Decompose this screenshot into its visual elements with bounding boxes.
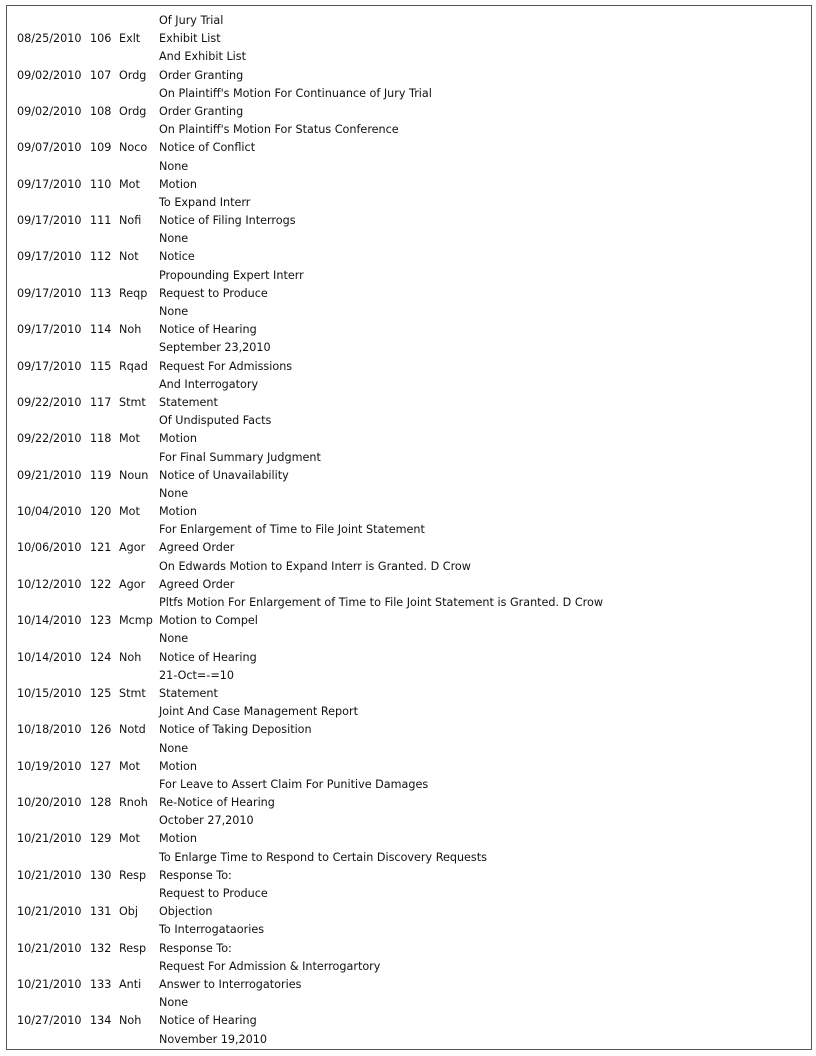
entry-number: 122	[90, 577, 112, 591]
entry-code: Resp	[119, 941, 147, 955]
entry-number: 115	[90, 359, 112, 373]
entry-date: 09/22/2010	[17, 395, 82, 409]
entry-number: 117	[90, 395, 112, 409]
entry-detail: Request For Admission & Interrogartory	[159, 959, 381, 973]
entry-date: 10/14/2010	[17, 650, 82, 664]
docket-entry-detail-row	[7, 521, 811, 539]
entry-date: 09/17/2010	[17, 323, 82, 337]
entry-date: 10/04/2010	[17, 505, 82, 519]
docket-entry-row	[7, 176, 811, 194]
entry-detail: On Plaintiff's Motion For Continuance of Jury Trial	[159, 86, 432, 100]
entry-number: 109	[90, 141, 112, 155]
docket-entry-detail-row	[7, 121, 811, 139]
entry-code: Not	[119, 250, 139, 264]
entry-number: 118	[90, 432, 112, 446]
docket-entry-detail-row	[7, 885, 811, 903]
entry-code: Mot	[119, 177, 140, 191]
docket-entry-row	[7, 503, 811, 521]
entry-number: 124	[90, 650, 112, 664]
entry-number: 121	[90, 541, 112, 555]
entry-title: Answer to Interrogatories	[159, 977, 302, 991]
docket-entry-row	[7, 321, 811, 339]
entry-date: 10/21/2010	[17, 977, 82, 991]
entry-title: Agreed Order	[159, 541, 235, 555]
entry-title: Re-Notice of Hearing	[159, 796, 275, 810]
docket-entry-row	[7, 67, 811, 85]
entry-title: Agreed Order	[159, 577, 235, 591]
docket-entry-detail-row	[7, 449, 811, 467]
docket-list	[7, 12, 811, 1049]
entry-detail: Of Undisputed Facts	[159, 414, 272, 428]
entry-code: Obj	[119, 905, 139, 919]
entry-detail: None	[159, 996, 189, 1010]
entry-title: Motion	[159, 759, 197, 773]
entry-title: Exhibit List	[159, 32, 221, 46]
entry-detail: And Exhibit List	[159, 50, 246, 64]
entry-date: 08/25/2010	[17, 32, 82, 46]
entry-detail: Joint And Case Management Report	[159, 705, 358, 719]
entry-code: Agor	[119, 541, 146, 555]
entry-date: 10/21/2010	[17, 941, 82, 955]
entry-code: Mot	[119, 759, 140, 773]
docket-entry-detail-row	[7, 740, 811, 758]
entry-date: 09/07/2010	[17, 141, 82, 155]
entry-date: 09/17/2010	[17, 214, 82, 228]
entry-number: 129	[90, 832, 112, 846]
entry-code: Ordg	[119, 68, 147, 82]
entry-code: Reqp	[119, 286, 148, 300]
entry-code: Noh	[119, 650, 142, 664]
entry-detail: 21-Oct=-=10	[159, 668, 234, 682]
entry-title: Notice of Taking Deposition	[159, 723, 312, 737]
entry-number: 112	[90, 250, 112, 264]
docket-entry-row	[7, 758, 811, 776]
entry-date: 10/18/2010	[17, 723, 82, 737]
docket-entry-row	[7, 103, 811, 121]
docket-entry-row	[7, 685, 811, 703]
entry-date: 10/15/2010	[17, 686, 82, 700]
entry-detail: None	[159, 632, 189, 646]
entry-date: 09/17/2010	[17, 177, 82, 191]
entry-date: 10/20/2010	[17, 796, 82, 810]
docket-entry-row	[7, 794, 811, 812]
entry-title: Notice of Hearing	[159, 650, 257, 664]
docket-entry-row	[7, 212, 811, 230]
entry-title: Request For Admissions	[159, 359, 293, 373]
entry-detail: None	[159, 305, 189, 318]
entry-number: 130	[90, 868, 112, 882]
entry-title: Request to Produce	[159, 286, 268, 300]
docket-entry-row	[7, 394, 811, 412]
entry-number: 108	[90, 104, 112, 118]
entry-number: 128	[90, 796, 112, 810]
entry-number: 113	[90, 286, 112, 300]
entry-detail: For Enlargement of Time to File Joint Statement	[159, 523, 425, 537]
entry-code: Mcmp	[119, 614, 153, 628]
docket-entry-detail-row	[7, 812, 811, 830]
entry-number: 125	[90, 686, 112, 700]
docket-entry-detail-row	[7, 558, 811, 576]
docket-entry-row	[7, 612, 811, 630]
entry-title: Motion	[159, 505, 197, 519]
entry-date: 10/06/2010	[17, 541, 82, 555]
entry-code: Mot	[119, 505, 140, 519]
entry-number: 126	[90, 723, 112, 737]
entry-detail: To Interrogataories	[159, 923, 265, 937]
docket-entry-detail-row	[7, 594, 811, 612]
entry-title: Order Granting	[159, 68, 244, 82]
entry-code: Stmt	[119, 686, 146, 700]
entry-title: Notice of Hearing	[159, 323, 257, 337]
entry-detail: On Plaintiff's Motion For Status Conference	[159, 123, 399, 137]
entry-detail: None	[159, 741, 189, 755]
docket-entry-detail-row	[7, 194, 811, 212]
docket-entries	[7, 30, 811, 1049]
docket-entry-detail-row	[7, 1031, 811, 1049]
docket-entry-row	[7, 976, 811, 994]
docket-entry-row	[7, 30, 811, 48]
entry-date: 09/21/2010	[17, 468, 82, 482]
entry-code: Noh	[119, 323, 142, 337]
entry-title: Motion	[159, 832, 197, 846]
docket-entry-detail-row	[7, 303, 811, 321]
docket-entry-row	[7, 539, 811, 557]
docket-entry-row	[7, 358, 811, 376]
docket-entry-detail-row	[7, 703, 811, 721]
docket-entry-detail-row	[7, 958, 811, 976]
docket-entry-detail-row	[7, 667, 811, 685]
entry-title: Motion	[159, 432, 197, 446]
entry-detail: For Leave to Assert Claim For Punitive Damages	[159, 777, 429, 791]
entry-detail: To Expand Interr	[159, 195, 251, 209]
docket-entry-detail-row	[7, 485, 811, 503]
docket-entry-detail-row	[7, 158, 811, 176]
entry-detail: Propounding Expert Interr	[159, 268, 304, 282]
entry-code: Mot	[119, 432, 140, 446]
entry-date: 10/14/2010	[17, 614, 82, 628]
entry-number: 133	[90, 977, 112, 991]
entry-code: Exlt	[119, 32, 141, 46]
entry-title: Notice of Conflict	[159, 141, 256, 155]
docket-entry-detail-row	[7, 48, 811, 66]
docket-page	[6, 5, 812, 1050]
entry-date: 10/21/2010	[17, 868, 82, 882]
entry-date: 10/27/2010	[17, 1014, 82, 1028]
docket-entry-detail-row	[7, 921, 811, 939]
continuation-text: Of Jury Trial	[159, 14, 224, 27]
entry-code: Rnoh	[119, 796, 148, 810]
entry-date: 09/22/2010	[17, 432, 82, 446]
entry-date: 09/02/2010	[17, 68, 82, 82]
entry-date: 10/19/2010	[17, 759, 82, 773]
docket-entry-detail-row	[7, 412, 811, 430]
entry-title: Notice of Hearing	[159, 1014, 257, 1028]
entry-detail: September 23,2010	[159, 341, 271, 355]
entry-date: 10/21/2010	[17, 832, 82, 846]
entry-title: Response To:	[159, 868, 232, 882]
entry-title: Statement	[159, 395, 218, 409]
entry-detail: November 19,2010	[159, 1032, 268, 1046]
docket-entry-row	[7, 649, 811, 667]
entry-number: 134	[90, 1014, 112, 1028]
entry-code: Nofi	[119, 214, 142, 228]
entry-code: Noun	[119, 468, 149, 482]
entry-detail: Request to Produce	[159, 887, 268, 900]
entry-code: Mot	[119, 832, 140, 846]
entry-code: Agor	[119, 577, 146, 591]
docket-entry-detail-row	[7, 85, 811, 103]
entry-title: Motion	[159, 177, 197, 191]
docket-entry-detail-row	[7, 267, 811, 285]
continuation-row	[7, 12, 811, 30]
entry-detail: October 27,2010	[159, 814, 254, 828]
entry-number: 114	[90, 323, 112, 337]
docket-entry-row	[7, 285, 811, 303]
docket-entry-detail-row	[7, 339, 811, 357]
entry-code: Notd	[119, 723, 146, 737]
entry-detail: For Final Summary Judgment	[159, 450, 321, 464]
entry-title: Objection	[159, 905, 213, 919]
docket-entry-row	[7, 721, 811, 739]
docket-entry-row	[7, 867, 811, 885]
docket-entry-row	[7, 430, 811, 448]
entry-code: Noh	[119, 1014, 142, 1028]
entry-date: 09/17/2010	[17, 359, 82, 373]
entry-number: 107	[90, 68, 112, 82]
entry-date: 10/21/2010	[17, 905, 82, 919]
docket-entry-row	[7, 248, 811, 266]
entry-detail: To Enlarge Time to Respond to Certain Discovery Requests	[159, 850, 487, 864]
docket-entry-row	[7, 1012, 811, 1030]
entry-date: 09/17/2010	[17, 286, 82, 300]
entry-number: 119	[90, 468, 112, 482]
docket-entry-row	[7, 139, 811, 157]
entry-detail: None	[159, 159, 189, 173]
entry-number: 110	[90, 177, 112, 191]
entry-title: Motion to Compel	[159, 614, 258, 628]
entry-number: 127	[90, 759, 112, 773]
entry-detail: And Interrogatory	[159, 377, 259, 391]
docket-entry-detail-row	[7, 230, 811, 248]
entry-detail: On Edwards Motion to Expand Interr is Granted. D Crow	[159, 559, 471, 573]
entry-title: Statement	[159, 686, 218, 700]
entry-code: Anti	[119, 977, 142, 991]
entry-title: Notice of Filing Interrogs	[159, 214, 296, 228]
docket-entry-row	[7, 940, 811, 958]
entry-date: 10/12/2010	[17, 577, 82, 591]
docket-entry-detail-row	[7, 994, 811, 1012]
docket-entry-detail-row	[7, 849, 811, 867]
docket-entry-row	[7, 467, 811, 485]
docket-entry-row	[7, 830, 811, 848]
entry-date: 09/17/2010	[17, 250, 82, 264]
entry-detail: None	[159, 232, 189, 246]
entry-code: Ordg	[119, 104, 147, 118]
entry-code: Noco	[119, 141, 148, 155]
entry-date: 09/02/2010	[17, 104, 82, 118]
entry-number: 131	[90, 905, 112, 919]
docket-entry-detail-row	[7, 376, 811, 394]
entry-title: Response To:	[159, 941, 232, 955]
entry-detail: None	[159, 486, 189, 500]
entry-code: Stmt	[119, 395, 146, 409]
entry-title: Notice	[159, 250, 195, 264]
entry-detail: Pltfs Motion For Enlargement of Time to File Joint Statement is Granted. D Crow	[159, 596, 603, 609]
docket-entry-detail-row	[7, 776, 811, 794]
docket-entry-row	[7, 903, 811, 921]
entry-number: 106	[90, 32, 112, 46]
entry-title: Notice of Unavailability	[159, 468, 289, 482]
entry-title: Order Granting	[159, 104, 244, 118]
entry-number: 111	[90, 214, 112, 228]
entry-number: 120	[90, 505, 112, 519]
entry-number: 132	[90, 941, 112, 955]
entry-code: Rqad	[119, 359, 148, 373]
entry-code: Resp	[119, 868, 147, 882]
docket-entry-detail-row	[7, 630, 811, 648]
docket-entry-row	[7, 576, 811, 594]
entry-number: 123	[90, 614, 112, 628]
